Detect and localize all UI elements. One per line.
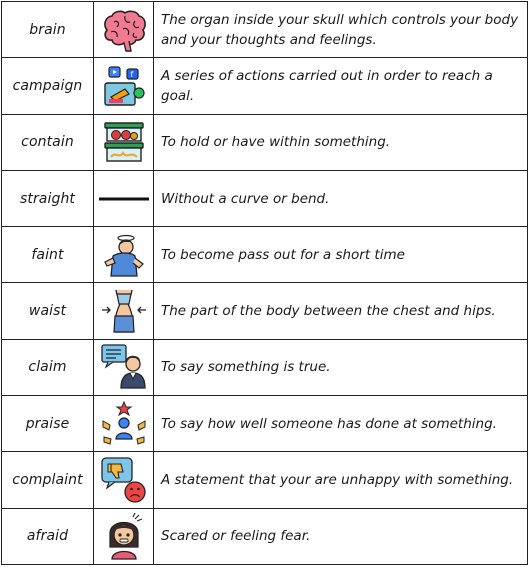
word-cell: campaign xyxy=(2,58,94,114)
definition-cell: To hold or have within something. xyxy=(154,114,528,170)
definition-cell: Without a curve or bend. xyxy=(154,170,528,226)
praise-icon xyxy=(99,399,149,449)
person-speech-bubble-icon xyxy=(99,342,149,392)
word-cell: praise xyxy=(2,396,94,452)
definition-cell: A statement that your are unhappy with something. xyxy=(154,452,528,508)
table-row xyxy=(2,339,528,395)
waist-icon xyxy=(99,286,149,336)
table-row xyxy=(2,227,528,283)
brain-icon xyxy=(99,5,149,55)
definition-cell: To become pass out for a short time xyxy=(154,227,528,283)
word-cell: faint xyxy=(2,227,94,283)
definition-cell: Scared or feeling fear. xyxy=(154,508,528,564)
word-cell: straight xyxy=(2,170,94,226)
definition-cell: To say something is true. xyxy=(154,339,528,395)
fainting-person-icon xyxy=(99,230,149,280)
definition-cell: To say how well someone has done at something. xyxy=(154,396,528,452)
word-cell: brain xyxy=(2,2,94,58)
straight-line-icon xyxy=(99,174,149,224)
definition-cell: The organ inside your skull which controls your body and your thoughts and feelings. xyxy=(154,2,528,58)
definition-cell: The part of the body between the chest and hips. xyxy=(154,283,528,339)
word-cell: complaint xyxy=(2,452,94,508)
thumbs-down-icon xyxy=(99,455,149,505)
containers-icon xyxy=(99,117,149,167)
table-row xyxy=(2,396,528,452)
word-cell: waist xyxy=(2,283,94,339)
table-row xyxy=(2,170,528,226)
table-row xyxy=(2,58,528,114)
svg-text:f: f xyxy=(130,69,133,79)
campaign-icon xyxy=(99,61,149,111)
table-row xyxy=(2,452,528,508)
word-cell: contain xyxy=(2,114,94,170)
word-cell: claim xyxy=(2,339,94,395)
table-row xyxy=(2,2,528,58)
table-row xyxy=(2,114,528,170)
table-row xyxy=(2,508,528,564)
scared-girl-icon xyxy=(99,511,149,561)
definition-cell: A series of actions carried out in order to reach a goal. xyxy=(154,58,528,114)
vocabulary-table xyxy=(1,1,528,565)
word-cell: afraid xyxy=(2,508,94,564)
table-row xyxy=(2,283,528,339)
